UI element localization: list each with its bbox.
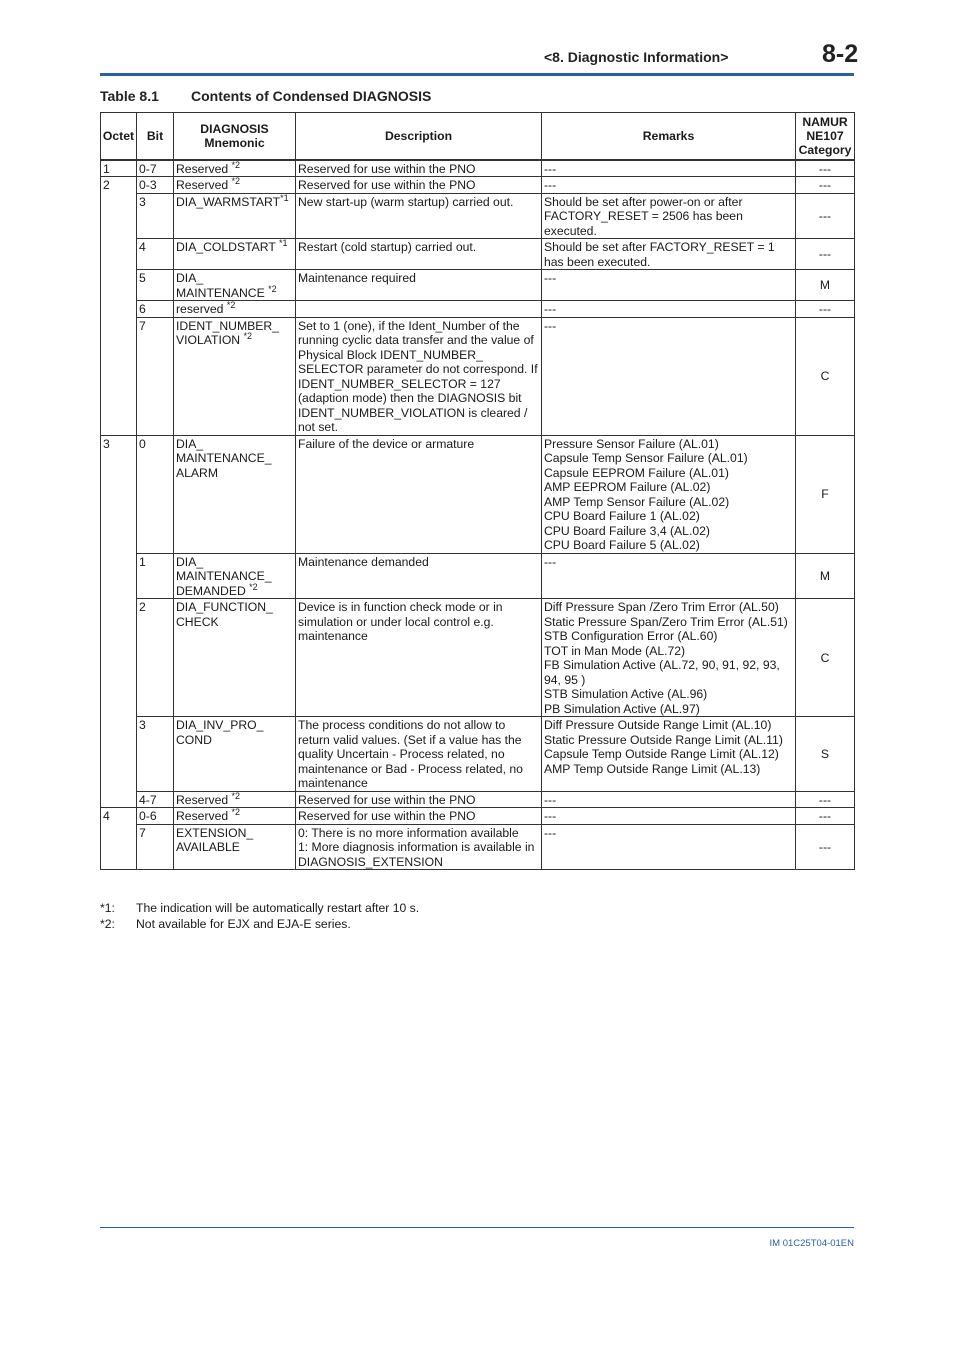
table-row — [101, 599, 855, 717]
footnote — [100, 901, 419, 917]
category-cell: --- — [796, 160, 855, 177]
remarks-cell: --- — [542, 824, 796, 870]
footnote — [100, 917, 419, 933]
bit-cell: 0-7 — [137, 160, 174, 177]
description-cell: Reserved for use within the PNO — [296, 160, 542, 177]
category-cell: C — [796, 599, 855, 717]
header-category: NAMUR NE107 Category — [796, 113, 855, 160]
table-header-row — [101, 113, 855, 160]
table-row — [101, 301, 855, 318]
bit-cell: 7 — [137, 824, 174, 870]
mnemonic-cell: IDENT_NUMBER_ VIOLATION $^{*2}$ — [174, 317, 296, 435]
table-row — [101, 808, 855, 825]
description-cell: Maintenance required — [296, 270, 542, 301]
footnotes — [100, 901, 419, 932]
mnemonic-cell: DIA_ MAINTENANCE_ DEMANDED $^{*2}$ — [174, 553, 296, 599]
table-row — [101, 239, 855, 270]
footnote-text: The indication will be automatically restart after 10 s. — [136, 901, 420, 915]
bit-cell: 3 — [137, 717, 174, 792]
footnote-mark: *1: — [100, 901, 115, 915]
table-row — [101, 193, 855, 239]
table-title: Contents of Condensed DIAGNOSIS — [191, 88, 432, 104]
description-cell: Reserved for use within the PNO — [296, 808, 542, 825]
table-row — [101, 824, 855, 870]
description-cell: 0: There is no more information available 1: More diagnosis information is available in DIAGNOSIS_EXTENSION — [296, 824, 542, 870]
remarks-cell: --- — [542, 177, 796, 194]
mnemonic-cell: DIA_ MAINTENANCE_ ALARM — [174, 435, 296, 553]
category-cell: M — [796, 553, 855, 599]
bit-cell: 4 — [137, 239, 174, 270]
remarks-cell: Diff Pressure Outside Range Limit (AL.10) Static Pressure Outside Range Limit (AL.11) Capsule Temp Outside Range Limit (AL.12) AMP Temp Outside Range Limit (AL.13) — [542, 717, 796, 792]
bit-cell: 1 — [137, 553, 174, 599]
bit-cell: 3 — [137, 193, 174, 239]
bit-cell: 2 — [137, 599, 174, 717]
mnemonic-cell: Reserved $^{*2}$ — [174, 791, 296, 808]
mnemonic-cell: Reserved $^{*2}$ — [174, 808, 296, 825]
table-row — [101, 270, 855, 301]
description-cell: Failure of the device or armature — [296, 435, 542, 553]
category-cell: C — [796, 317, 855, 435]
description-cell: Maintenance demanded — [296, 553, 542, 599]
remarks-cell: Should be set after FACTORY_RESET = 1 has been executed. — [542, 239, 796, 270]
remarks-cell: --- — [542, 270, 796, 301]
footer-rule — [100, 1227, 854, 1228]
remarks-cell: --- — [542, 553, 796, 599]
category-cell: --- — [796, 239, 855, 270]
page-number: 8-2 — [822, 40, 859, 68]
category-cell: --- — [796, 301, 855, 318]
mnemonic-cell: Reserved $^{*2}$ — [174, 177, 296, 194]
category-cell: --- — [796, 824, 855, 870]
category-cell: --- — [796, 177, 855, 194]
category-cell: --- — [796, 193, 855, 239]
category-cell: --- — [796, 791, 855, 808]
description-cell: The process conditions do not allow to return valid values. (Set if a value has the quality Uncertain - Process related, no maintenance or Bad - Process related, no maintenance — [296, 717, 542, 792]
bit-cell: 0 — [137, 435, 174, 553]
remarks-cell: --- — [542, 317, 796, 435]
description-cell: Reserved for use within the PNO — [296, 177, 542, 194]
description-cell: Set to 1 (one), if the Ident_Number of the running cyclic data transfer and the value of Physical Block IDENT_NUMBER_ SELECTOR parameter do not correspond. If IDENT_NUMBER_SELECTOR = 127 (adaption mode) then the DIAGNOSIS bit IDENT_NUMBER_VIOLATION is cleared / not set. — [296, 317, 542, 435]
octet-cell: 2 — [101, 177, 137, 436]
description-cell: Restart (cold startup) carried out. — [296, 239, 542, 270]
bit-cell: 5 — [137, 270, 174, 301]
mnemonic-cell: reserved $^{*2}$ — [174, 301, 296, 318]
section-title: <8. Diagnostic Information> — [544, 49, 729, 65]
remarks-cell: Should be set after power-on or after FACTORY_RESET = 2506 has been executed. — [542, 193, 796, 239]
remarks-cell: Pressure Sensor Failure (AL.01) Capsule Temp Sensor Failure (AL.01) Capsule EEPROM Failure (AL.01) AMP EEPROM Failure (AL.02) AMP Temp Sensor Failure (AL.02) CPU Board Failure 1 (AL.02) CPU Board Failure 3,4 (AL.02) CPU Board Failure 5 (AL.02) — [542, 435, 796, 553]
table-row — [101, 791, 855, 808]
header-bit: Bit — [137, 113, 174, 160]
description-cell: Reserved for use within the PNO — [296, 791, 542, 808]
header-description: Description — [296, 113, 542, 160]
category-cell: --- — [796, 808, 855, 825]
bit-cell: 6 — [137, 301, 174, 318]
remarks-cell: --- — [542, 301, 796, 318]
document-number: IM 01C25T04-01EN — [769, 1238, 854, 1249]
header-octet: Octet — [101, 113, 137, 160]
remarks-cell: --- — [542, 808, 796, 825]
table-row — [101, 317, 855, 435]
table-row — [101, 435, 855, 553]
table-row — [101, 553, 855, 599]
octet-cell: 4 — [101, 808, 137, 870]
octet-cell: 3 — [101, 435, 137, 808]
table-row — [101, 717, 855, 792]
category-cell: M — [796, 270, 855, 301]
bit-cell: 7 — [137, 317, 174, 435]
remarks-cell: --- — [542, 160, 796, 177]
category-cell: F — [796, 435, 855, 553]
header-remarks: Remarks — [542, 113, 796, 160]
footnote-mark: *2: — [100, 916, 115, 931]
mnemonic-cell: DIA_INV_PRO_ COND — [174, 717, 296, 792]
mnemonic-cell: EXTENSION_ AVAILABLE — [174, 824, 296, 870]
bit-cell: 0-3 — [137, 177, 174, 194]
table-number: Table 8.1 — [100, 88, 159, 104]
mnemonic-cell: DIA_WARMSTART$^{*1}$ — [174, 193, 296, 239]
bit-cell: 0-6 — [137, 808, 174, 825]
remarks-cell: --- — [542, 791, 796, 808]
description-cell — [296, 301, 542, 318]
description-cell: Device is in function check mode or in simulation or under local control e.g. maintenance — [296, 599, 542, 717]
mnemonic-cell: DIA_ MAINTENANCE $^{*2}$ — [174, 270, 296, 301]
table-row — [101, 177, 855, 194]
header-mnemonic: DIAGNOSIS Mnemonic — [174, 113, 296, 160]
mnemonic-cell: Reserved $^{*2}$ — [174, 160, 296, 177]
footnote-text: Not available for EJX and EJA-E series. — [136, 916, 351, 931]
header-rule — [100, 73, 854, 76]
mnemonic-cell: DIA_COLDSTART $^{*1}$ — [174, 239, 296, 270]
diagnosis-table — [100, 112, 855, 870]
mnemonic-cell: DIA_FUNCTION_ CHECK — [174, 599, 296, 717]
octet-cell: 1 — [101, 160, 137, 177]
table-row — [101, 160, 855, 177]
description-cell: New start-up (warm startup) carried out. — [296, 193, 542, 239]
table-caption — [100, 88, 431, 104]
remarks-cell: Diff Pressure Span /Zero Trim Error (AL.50) Static Pressure Span/Zero Trim Error (AL.51) STB Configuration Error (AL.60) TOT in Man Mode (AL.72) FB Simulation Active (AL.72, 90, 91, 92, 93, 94, 95 ) STB Simulation Active (AL.96) PB Simulation Active (AL.97) — [542, 599, 796, 717]
bit-cell: 4-7 — [137, 791, 174, 808]
category-cell: S — [796, 717, 855, 792]
